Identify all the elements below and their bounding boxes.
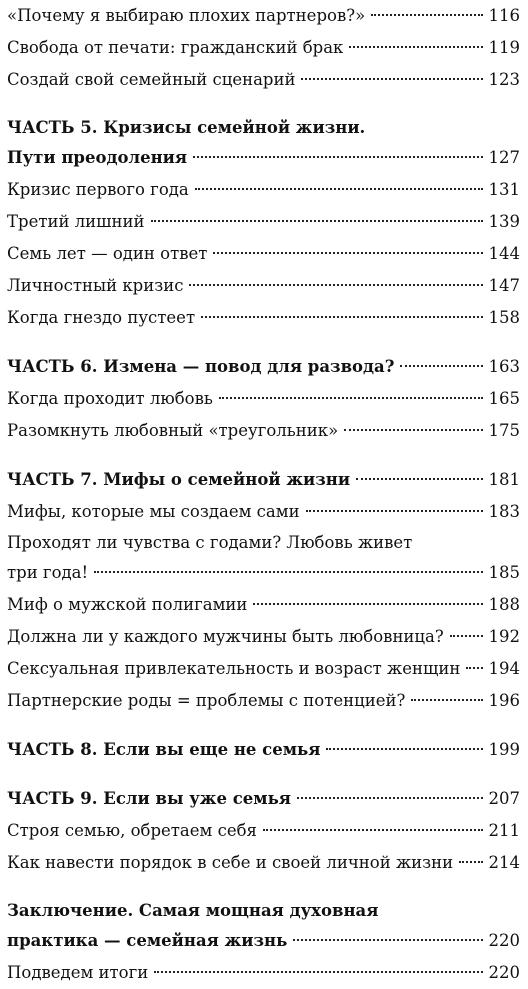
toc-leader-dots: [349, 46, 482, 48]
toc-page-number: 199: [488, 740, 520, 759]
toc-entry: [7, 957, 520, 989]
toc-title: ЧАСТЬ 9. Если вы уже семья: [7, 789, 291, 808]
toc-entry: [7, 32, 520, 64]
toc-title: Разомкнуть любовный «треугольник»: [7, 421, 339, 440]
toc-title: Семь лет — один ответ: [7, 244, 208, 263]
toc-leader-dots: [263, 829, 483, 831]
toc-entry: [7, 621, 520, 653]
toc-leader-dots: [154, 971, 482, 973]
toc-title: «Почему я выбираю плохих партнеров?»: [7, 6, 366, 25]
toc-entry: [7, 0, 520, 32]
toc-entry: [7, 270, 520, 302]
toc-title: Партнерские роды = проблемы с потенцией?: [7, 691, 406, 710]
toc-part-heading: [7, 113, 520, 174]
toc-entry: [7, 653, 520, 685]
toc-entry: [7, 302, 520, 334]
toc-title: Свобода от печати: гражданский брак: [7, 38, 344, 57]
toc-page-number: 123: [488, 70, 520, 89]
toc-page-number: 144: [488, 244, 520, 263]
toc-title: Миф о мужской полигамии: [7, 595, 248, 614]
toc-leader-dots: [219, 397, 483, 399]
toc-page-number: 207: [488, 789, 520, 808]
toc-part-heading: [7, 464, 520, 496]
toc-page-number: 211: [488, 821, 520, 840]
toc-page-number: 147: [488, 276, 520, 295]
toc-title: три года!: [7, 563, 89, 582]
toc-part-heading: [7, 783, 520, 815]
toc-leader-dots: [189, 284, 482, 286]
toc-page-number: 196: [488, 691, 520, 710]
toc-leader-dots: [326, 748, 482, 750]
toc-title: Когда проходит любовь: [7, 389, 213, 408]
toc-page-number: 181: [488, 470, 520, 489]
toc-title: практика — семейная жизнь: [7, 931, 288, 950]
toc-leader-dots: [400, 365, 482, 367]
toc-title: ЧАСТЬ 7. Мифы о семейной жизни: [7, 470, 351, 489]
toc-title: Подведем итоги: [7, 963, 149, 982]
toc-page-number: 220: [488, 931, 520, 950]
toc-title: ЧАСТЬ 8. Если вы еще не семья: [7, 740, 321, 759]
toc-page-number: 214: [488, 853, 520, 872]
toc-entry: [7, 528, 520, 589]
toc-entry: [7, 174, 520, 206]
toc-page-number: 185: [488, 563, 520, 582]
toc-entry: [7, 383, 520, 415]
toc-title: Личностный кризис: [7, 276, 184, 295]
toc-leader-dots: [450, 635, 483, 637]
toc-title-line: ЧАСТЬ 5. Кризисы семейной жизни.: [7, 118, 366, 137]
toc-part-heading: [7, 351, 520, 383]
toc-page-number: 188: [488, 595, 520, 614]
toc-entry: [7, 847, 520, 879]
toc-page-number: 119: [488, 38, 520, 57]
toc-leader-dots: [459, 861, 482, 863]
toc-page-number: 183: [488, 502, 520, 521]
toc-page-number: 163: [488, 357, 520, 376]
toc-entry: [7, 238, 520, 270]
toc-title: Третий лишний: [7, 212, 145, 231]
toc-leader-dots: [466, 667, 482, 669]
toc-title: Как навести порядок в себе и своей личной жизни: [7, 853, 454, 872]
toc-entry: [7, 685, 520, 717]
toc-page-number: 127: [488, 148, 520, 167]
toc-page-number: 192: [488, 627, 520, 646]
toc-title: Когда гнездо пустеет: [7, 308, 196, 327]
toc-page-number: 158: [488, 308, 520, 327]
toc-page-number: 220: [488, 963, 520, 982]
toc-title-line: Заключение. Самая мощная духовная: [7, 901, 379, 920]
toc-leader-dots: [293, 939, 482, 941]
toc-title: Строя семью, обретаем себя: [7, 821, 257, 840]
toc-title: Пути преодоления: [7, 148, 188, 167]
toc-leader-dots: [193, 156, 482, 158]
toc-part-heading: [7, 896, 520, 957]
toc-title: Должна ли у каждого мужчины быть любовница?: [7, 627, 444, 646]
table-of-contents: [7, 0, 520, 989]
toc-entry: [7, 206, 520, 238]
toc-entry: [7, 815, 520, 847]
toc-entry: [7, 415, 520, 447]
toc-leader-dots: [344, 429, 482, 431]
toc-entry: [7, 589, 520, 621]
toc-entry: [7, 496, 520, 528]
toc-leader-dots: [195, 188, 483, 190]
toc-page-number: 139: [488, 212, 520, 231]
toc-leader-dots: [94, 571, 482, 573]
toc-title: Кризис первого года: [7, 180, 189, 199]
toc-leader-dots: [213, 252, 482, 254]
toc-leader-dots: [301, 78, 482, 80]
toc-leader-dots: [371, 14, 482, 16]
toc-leader-dots: [411, 699, 482, 701]
toc-title: Создай свой семейный сценарий: [7, 70, 296, 89]
toc-leader-dots: [306, 510, 483, 512]
toc-leader-dots: [201, 316, 482, 318]
toc-leader-dots: [253, 603, 482, 605]
toc-title: Сексуальная привлекательность и возраст женщин: [7, 659, 461, 678]
toc-title: Мифы, которые мы создаем сами: [7, 502, 300, 521]
toc-part-heading: [7, 734, 520, 766]
toc-page-number: 175: [488, 421, 520, 440]
toc-page-number: 194: [488, 659, 520, 678]
toc-leader-dots: [356, 478, 482, 480]
toc-entry: [7, 64, 520, 96]
toc-leader-dots: [297, 797, 483, 799]
toc-page-number: 165: [488, 389, 520, 408]
toc-page-number: 131: [488, 180, 520, 199]
toc-leader-dots: [151, 220, 483, 222]
toc-title: ЧАСТЬ 6. Измена — повод для развода?: [7, 357, 395, 376]
toc-title-line: Проходят ли чувства с годами? Любовь живет: [7, 533, 413, 552]
toc-page-number: 116: [488, 6, 520, 25]
